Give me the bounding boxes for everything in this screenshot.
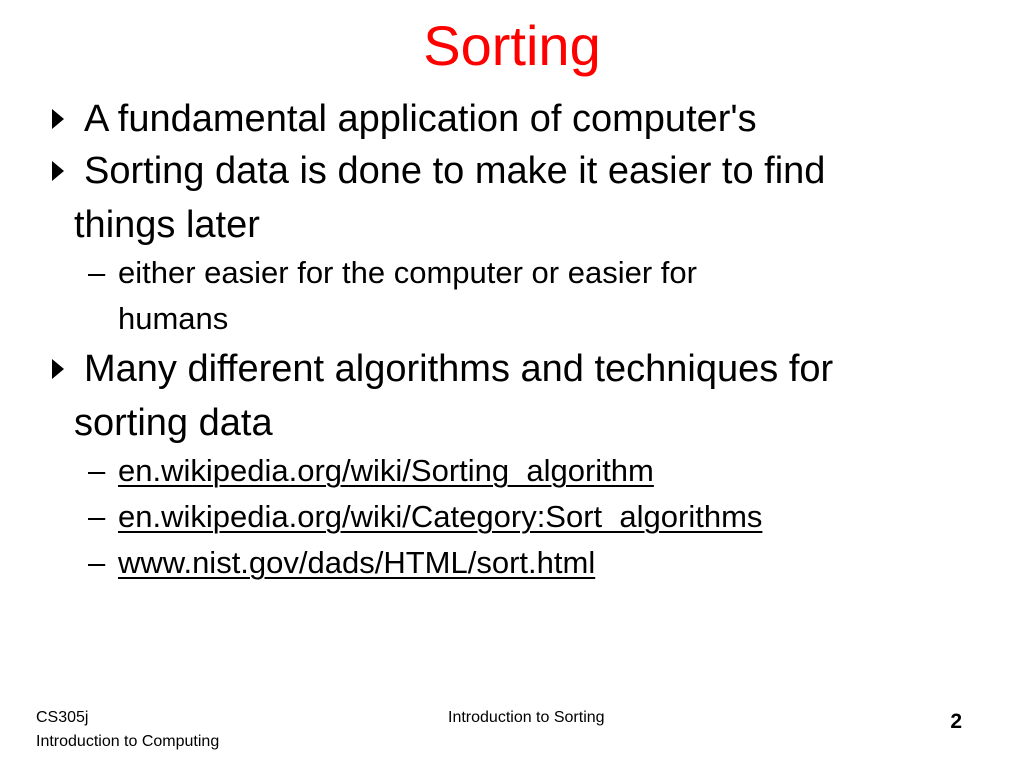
footer-course-name: Introduction to Computing	[36, 733, 220, 750]
bullet-text-continuation: things later	[74, 204, 260, 246]
nist-sort-link[interactable]: www.nist.gov/dads/HTML/sort.html	[118, 545, 596, 580]
bullet-text: A fundamental application of computer's	[84, 98, 757, 140]
bullet-text: Many different algorithms and techniques for	[84, 348, 834, 390]
dash-marker: –	[88, 255, 106, 290]
sub-item-text: either easier for the computer or easier for	[118, 255, 697, 290]
bullet-item	[46, 342, 1006, 450]
bullet-item	[46, 92, 1006, 146]
bullet-text: Sorting data is done to make it easier to find	[84, 150, 826, 192]
slide-title: Sorting	[423, 14, 601, 77]
triangle-bullet-icon	[52, 342, 72, 396]
triangle-bullet-icon	[52, 144, 72, 198]
sub-item-text-continuation: humans	[118, 301, 229, 336]
wikipedia-sort-algorithms-category-link[interactable]: en.wikipedia.org/wiki/Category:Sort_algorithms	[118, 499, 763, 534]
dash-marker: –	[88, 545, 106, 580]
wikipedia-sorting-algorithm-link[interactable]: en.wikipedia.org/wiki/Sorting_algorithm	[118, 453, 654, 488]
link-item	[46, 540, 1006, 586]
footer-course-code: CS305j	[36, 709, 89, 726]
dash-marker: –	[88, 499, 106, 534]
slide-body	[46, 92, 1006, 586]
bullet-text-continuation: sorting data	[74, 402, 273, 444]
link-item	[46, 494, 1006, 540]
sub-item	[46, 250, 1006, 342]
footer-topic: Introduction to Sorting	[448, 709, 605, 726]
dash-marker: –	[88, 453, 106, 488]
footer-course	[36, 706, 219, 754]
triangle-bullet-icon	[52, 92, 72, 146]
page-number: 2	[950, 710, 962, 733]
bullet-item	[46, 144, 1006, 252]
link-item	[46, 448, 1006, 494]
